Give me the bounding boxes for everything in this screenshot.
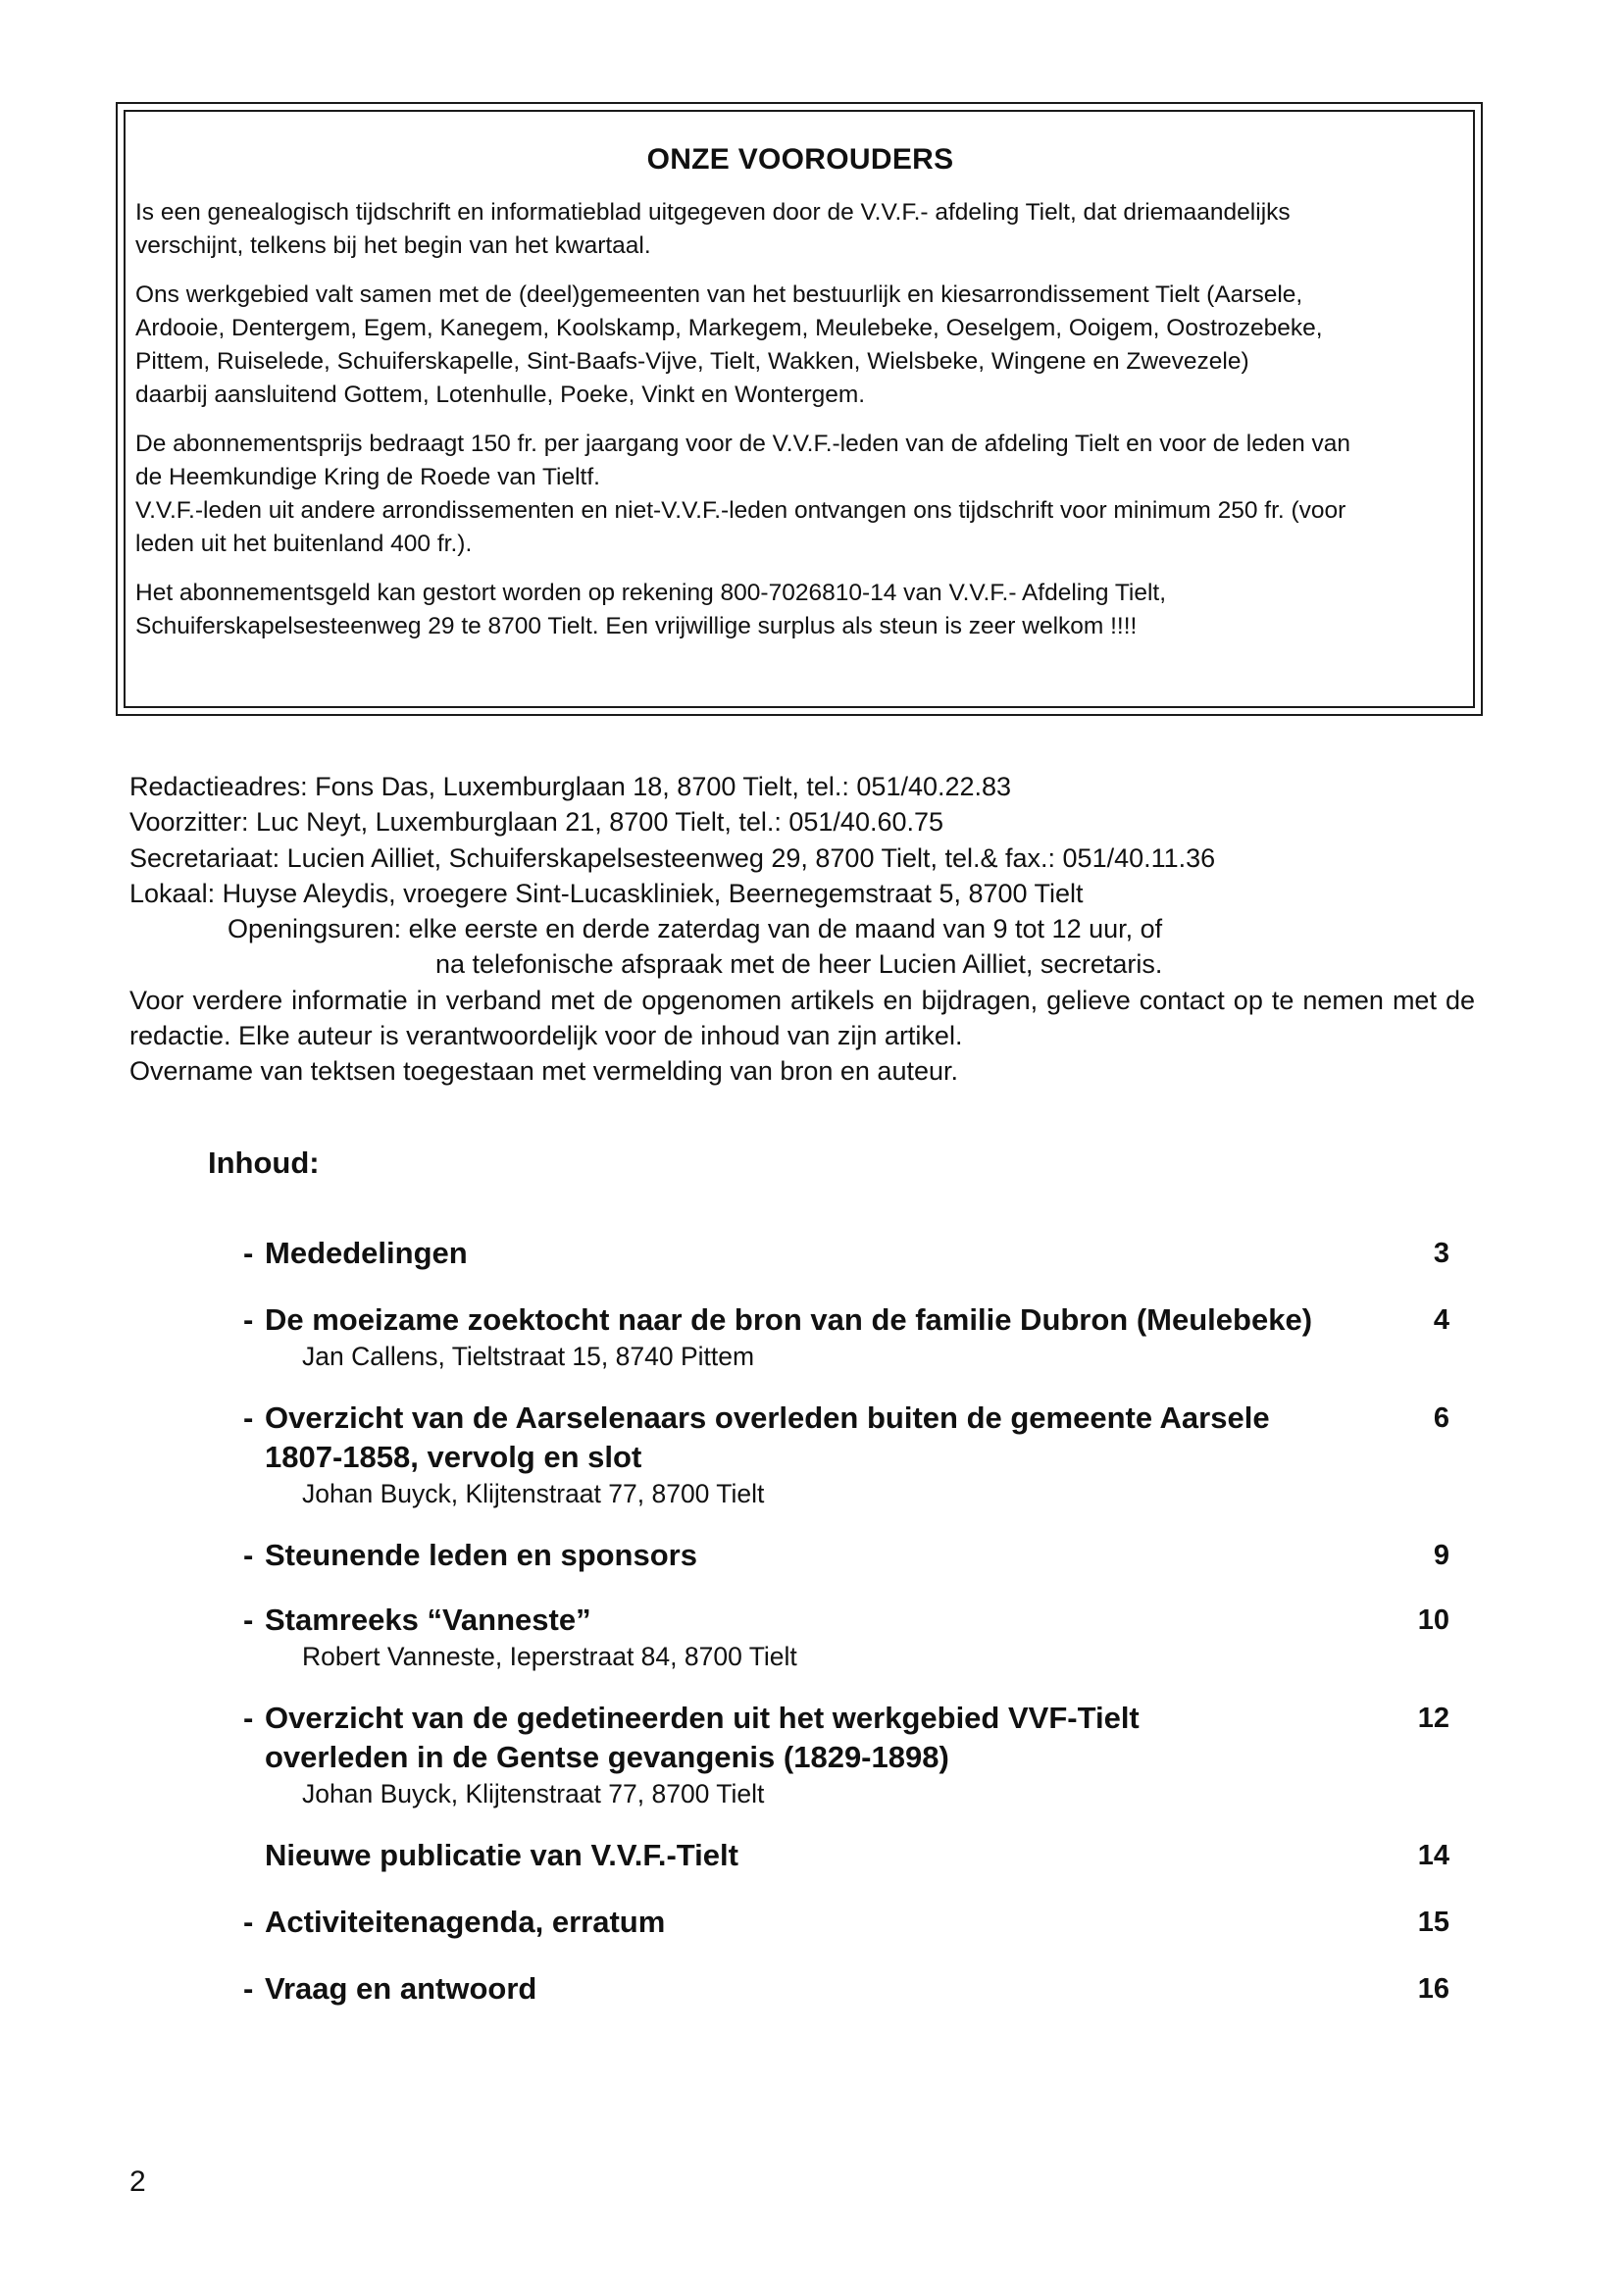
- toc-entry: [243, 1903, 1449, 1942]
- toc-title-line: 1807-1858, vervolg en slot: [265, 1440, 642, 1474]
- text-line: De abonnementsprijs bedraagt 150 fr. per jaargang voor de V.V.F.-leden van de afdeling Tielt en voor de leden van: [135, 431, 1351, 457]
- toc-author: Robert Vanneste, Ieperstraat 84, 8700 Tielt: [302, 1642, 797, 1671]
- toc-author: Jan Callens, Tieltstraat 15, 8740 Pittem: [302, 1342, 755, 1371]
- opening-hours: Openingsuren: elke eerste en derde zaterdag van de maand van 9 tot 12 uur, of: [228, 914, 1163, 944]
- toc-title-text: [265, 1969, 536, 2009]
- toc-title-line: Overzicht van de gedetineerden uit het werkgebied VVF-Tielt: [265, 1701, 1140, 1735]
- toc-title-text: [265, 1536, 697, 1575]
- toc-title-line: Activiteitenagenda, erratum: [265, 1905, 666, 1939]
- editorial-address: Redactieadres: Fons Das, Luxemburglaan 18, 8700 Tielt, tel.: 051/40.22.83: [129, 772, 1012, 801]
- toc-title-line: De moeizame zoektocht naar de bron van de familie Dubron (Meulebeke): [265, 1302, 1313, 1337]
- toc-author: Johan Buyck, Klijtenstraat 77, 8700 Tielt: [302, 1479, 765, 1508]
- payment-paragraph: [135, 577, 1465, 643]
- toc-heading: Inhoud:: [208, 1146, 320, 1180]
- intro-paragraph: [135, 196, 1465, 263]
- toc-dash: -: [243, 1603, 254, 1637]
- toc-page-number: 6: [1433, 1402, 1449, 1434]
- toc-title-text: [265, 1836, 738, 1875]
- region-paragraph: [135, 279, 1465, 412]
- page-number: 2: [129, 2165, 146, 2198]
- toc-entry-title: [243, 1399, 1449, 1477]
- text-line: Schuiferskapelsesteenweg 29 te 8700 Tielt. Een vrijwillige surplus als steun is zeer welkom !!!!: [135, 613, 1138, 639]
- toc-page-number: 16: [1417, 1973, 1449, 2005]
- toc-title-line: Stamreeks “Vanneste”: [265, 1603, 591, 1637]
- toc-title-line: Overzicht van de Aarselenaars overleden buiten de gemeente Aarsele: [265, 1400, 1270, 1435]
- toc-title-text: [265, 1300, 1312, 1340]
- opening-hours-continued: na telefonische afspraak met de heer Lucien Ailliet, secretaris.: [435, 949, 1163, 980]
- toc-title-line: Vraag en antwoord: [265, 1971, 537, 2006]
- toc-entry: [243, 1969, 1449, 2009]
- text-line: Ardooie, Dentergem, Egem, Kanegem, Koolskamp, Markegem, Meulebeke, Oeselgem, Ooigem, Oostrozebeke,: [135, 315, 1323, 341]
- chairman: Voorzitter: Luc Neyt, Luxemburglaan 21, 8700 Tielt, tel.: 051/40.60.75: [129, 807, 944, 838]
- toc-page-number: 9: [1433, 1540, 1449, 1571]
- toc-page-number: 3: [1433, 1238, 1449, 1269]
- toc-dash: -: [243, 1701, 254, 1735]
- text-line: V.V.F.-leden uit andere arrondissementen en niet-V.V.F.-leden ontvangen ons tijdschrift voor minimum 250 fr. (voor: [135, 497, 1346, 524]
- contact-block: [129, 769, 1475, 1090]
- table-of-contents: [243, 1234, 1449, 2009]
- text-line: Het abonnementsgeld kan gestort worden op rekening 800-7026810-14 van V.V.F.- Afdeling Tielt,: [135, 580, 1167, 606]
- toc-dash: -: [243, 1538, 254, 1572]
- text-line: verschijnt, telkens bij het begin van het kwartaal.: [135, 232, 651, 259]
- text-line: leden uit het buitenland 400 fr.).: [135, 531, 473, 557]
- text-line: Is een genealogisch tijdschrift en informatieblad uitgegeven door de V.V.F.- afdeling Tielt, dat driemaandelijks: [135, 199, 1291, 226]
- toc-entry: [243, 1300, 1449, 1373]
- toc-page-number: 4: [1433, 1304, 1449, 1336]
- toc-page-number: 12: [1417, 1703, 1449, 1734]
- toc-page-number: 15: [1417, 1907, 1449, 1938]
- toc-author: Johan Buyck, Klijtenstraat 77, 8700 Tielt: [302, 1779, 765, 1808]
- toc-title-line: Steunende leden en sponsors: [265, 1538, 697, 1572]
- masthead-box: [116, 102, 1483, 716]
- toc-entry-title: [243, 1699, 1449, 1777]
- toc-dash: -: [243, 1971, 254, 2006]
- text-line: Pittem, Ruiselede, Schuiferskapelle, Sint-Baafs-Vijve, Tielt, Wakken, Wielsbeke, Wingene en Zwevezele): [135, 348, 1249, 375]
- subscription-paragraph: [135, 428, 1465, 561]
- toc-entry: [243, 1836, 1449, 1875]
- toc-entry-title: [243, 1969, 1449, 2009]
- toc-entry-title: [243, 1300, 1449, 1340]
- toc-entry-title: [243, 1903, 1449, 1942]
- toc-entry: [243, 1234, 1449, 1273]
- toc-title-text: [265, 1234, 468, 1273]
- toc-dash: [243, 1836, 265, 1875]
- toc-entry-title: [243, 1601, 1449, 1640]
- text-line: Ons werkgebied valt samen met de (deel)gemeenten van het bestuurlijk en kiesarrondissement Tielt (Aarsele,: [135, 281, 1303, 308]
- toc-entry-title: [243, 1836, 1449, 1875]
- toc-entry: [243, 1536, 1449, 1575]
- toc-page-number: 10: [1417, 1604, 1449, 1636]
- toc-entry: [243, 1699, 1449, 1810]
- toc-dash: -: [243, 1236, 254, 1270]
- toc-title-text: [265, 1601, 591, 1640]
- masthead-title: ONZE VOOROUDERS: [646, 143, 954, 176]
- text-line: de Heemkundige Kring de Roede van Tieltf.: [135, 464, 600, 490]
- toc-page-number: 14: [1417, 1840, 1449, 1871]
- toc-entry: [243, 1399, 1449, 1510]
- reuse-notice: Overname van tektsen toegestaan met vermelding van bron en auteur.: [129, 1056, 959, 1087]
- secretariat: Secretariaat: Lucien Ailliet, Schuiferskapelsesteenweg 29, 8700 Tielt, tel.& fax.: 051/40.11.36: [129, 842, 1216, 873]
- toc-title-line: Mededelingen: [265, 1236, 468, 1270]
- venue: Lokaal: Huyse Aleydis, vroegere Sint-Lucaskliniek, Beernegemstraat 5, 8700 Tielt: [129, 878, 1084, 908]
- toc-title-text: [265, 1699, 1140, 1777]
- toc-dash: -: [243, 1302, 254, 1337]
- toc-entry-title: [243, 1536, 1449, 1575]
- toc-dash: -: [243, 1905, 254, 1939]
- text-line: daarbij aansluitend Gottem, Lotenhulle, Poeke, Vinkt en Wontergem.: [135, 382, 866, 408]
- info-text: Voor verdere informatie in verband met de opgenomen artikels en bijdragen, gelieve contact op te nemen met de redactie. Elke auteur is verantwoordelijk voor de inhoud van zijn artikel.: [129, 985, 1475, 1051]
- toc-entry: [243, 1601, 1449, 1673]
- toc-dash: -: [243, 1400, 254, 1435]
- toc-entry-title: [243, 1234, 1449, 1273]
- toc-title-line: overleden in de Gentse gevangenis (1829-1898): [265, 1740, 949, 1774]
- masthead-box-inner: [124, 110, 1475, 708]
- toc-title-text: [265, 1903, 665, 1942]
- toc-title-text: [265, 1399, 1270, 1477]
- toc-title-line: Nieuwe publicatie van V.V.F.-Tielt: [265, 1838, 738, 1872]
